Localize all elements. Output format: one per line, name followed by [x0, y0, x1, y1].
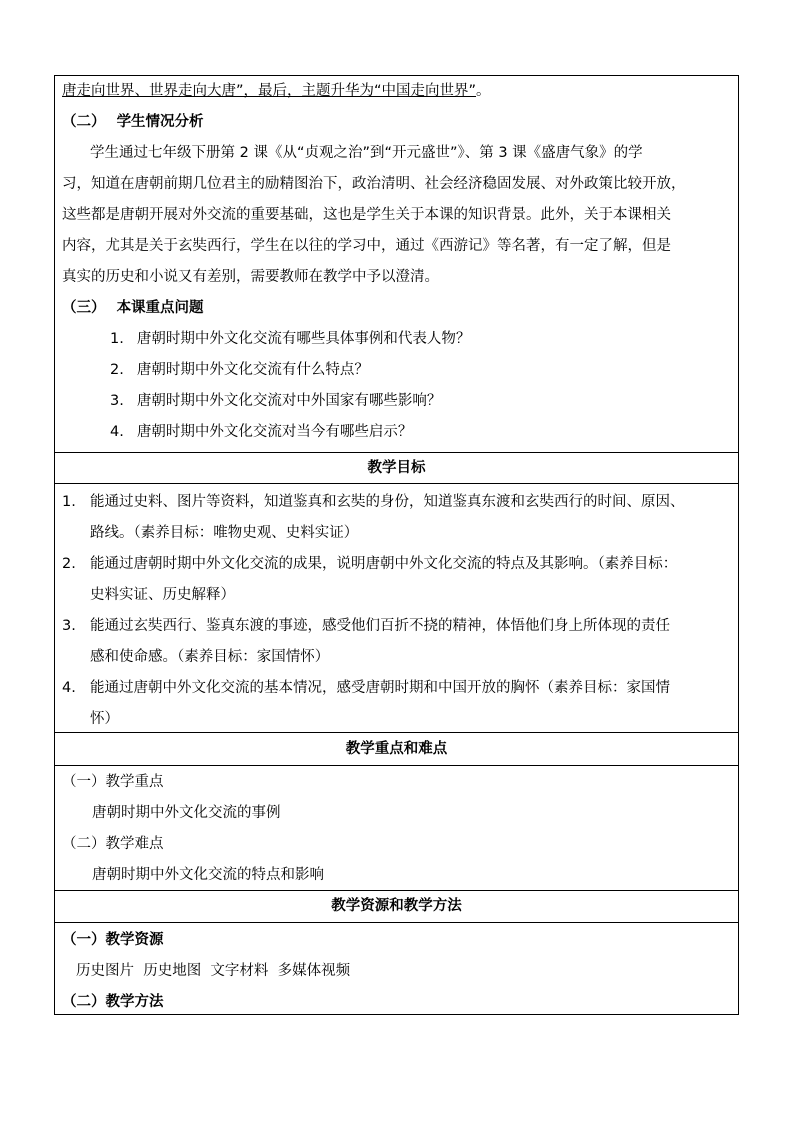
resources-text: 历史图片 历史地图 文字材料 多媒体视频: [76, 963, 351, 979]
goal-line: 能通过史料、图片等资料，知道鉴真和玄奘的身份，知道鉴真东渡和玄奘西行的时间、原因、: [90, 494, 685, 510]
question-text: 唐朝时期中外文化交流有什么特点？: [136, 362, 369, 378]
intro-line: [62, 81, 491, 101]
goal-line: 怀）: [90, 711, 119, 727]
intro-line-text: 唐走向世界、世界走向大唐”，最后，主题升华为“中国走向世界”: [62, 83, 477, 99]
goal-line: 感和使命感。（素养目标：家国情怀）: [90, 649, 330, 665]
goal-line: 能通过唐朝中外文化交流的基本情况，感受唐朝时期和中国开放的胸怀（素养目标：家国情: [90, 680, 670, 696]
goal-line: 路线。（素养目标：唯物史观、史料实证）: [90, 525, 359, 541]
analysis-cell: [55, 76, 738, 452]
question-number: 1.: [110, 331, 124, 347]
key-points-title: 教学重点和难点: [345, 741, 448, 757]
goals-cell: [55, 484, 738, 732]
key-questions-heading: [62, 298, 204, 318]
question-number: 3.: [110, 393, 124, 409]
student-paragraph-line: 习，知道在唐朝前期几位君主的励精图治下，政治清明、社会经济稳固发展、对外政策比较开放，: [62, 176, 686, 192]
key-points-cell: [55, 766, 738, 890]
goal-line: 能通过玄奘西行、鉴真东渡的事迹，感受他们百折不挠的精神，体悟他们身上所体现的责任: [90, 618, 670, 634]
goal-line: 史料实证、历史解释）: [90, 587, 235, 603]
question-text: 唐朝时期中外文化交流有哪些具体事例和代表人物？: [136, 331, 471, 347]
difficulty-heading: （二）教学难点: [62, 836, 164, 852]
student-paragraph-line: 真实的历史和小说又有差别，需要教师在教学中予以澄清。: [62, 269, 439, 285]
questions-heading-text: 本课重点问题: [116, 300, 204, 316]
difficulty-text: 唐朝时期中外文化交流的特点和影响: [92, 867, 324, 883]
goals-header-cell: [55, 453, 738, 483]
goal-number: 4.: [62, 680, 76, 696]
resources-title: 教学资源和教学方法: [331, 898, 462, 914]
goal-number: 3.: [62, 618, 76, 634]
question-item: [110, 391, 441, 411]
resources-header-cell: [55, 891, 738, 922]
focus-heading: （一）教学重点: [62, 774, 164, 790]
resources-heading: （一）教学资源: [62, 932, 164, 948]
goals-title: 教学目标: [367, 460, 426, 476]
resources-cell: [55, 923, 738, 1014]
question-text: 唐朝时期中外文化交流对当今有哪些启示？: [136, 424, 413, 440]
student-paragraph-line: 内容，尤其是关于玄奘西行，学生在以往的学习中，通过《西游记》等名著，有一定了解，但是: [62, 238, 671, 254]
intro-line-tail: 。: [476, 83, 491, 99]
goal-number: 1.: [62, 494, 76, 510]
question-number: 2.: [110, 362, 124, 378]
goal-number: 2.: [62, 556, 76, 572]
student-paragraph-line: 学生通过七年级下册第 2 课《从“贞观之治”到“开元盛世”》、第 3 课《盛唐气象》的学: [90, 145, 643, 161]
focus-text: 唐朝时期中外文化交流的事例: [92, 805, 281, 821]
student-heading-text: 学生情况分析: [116, 114, 204, 130]
student-analysis-heading: [62, 112, 204, 132]
methods-heading: （二）教学方法: [62, 994, 164, 1010]
question-item: [110, 360, 369, 380]
student-heading-num: （二）: [62, 114, 106, 130]
question-item: [110, 422, 412, 442]
student-paragraph-line: 这些都是唐朝开展对外交流的重要基础，这也是学生关于本课的知识背景。此外，关于本课相关: [62, 207, 671, 223]
question-number: 4.: [110, 424, 124, 440]
lesson-plan-table: [54, 75, 739, 1015]
questions-heading-num: （三）: [62, 300, 106, 316]
goal-line: 能通过唐朝时期中外文化交流的成果，说明唐朝中外文化交流的特点及其影响。（素养目标：: [90, 556, 678, 572]
key-points-header-cell: [55, 733, 738, 765]
question-text: 唐朝时期中外文化交流对中外国家有哪些影响？: [136, 393, 442, 409]
question-item: [110, 329, 470, 349]
